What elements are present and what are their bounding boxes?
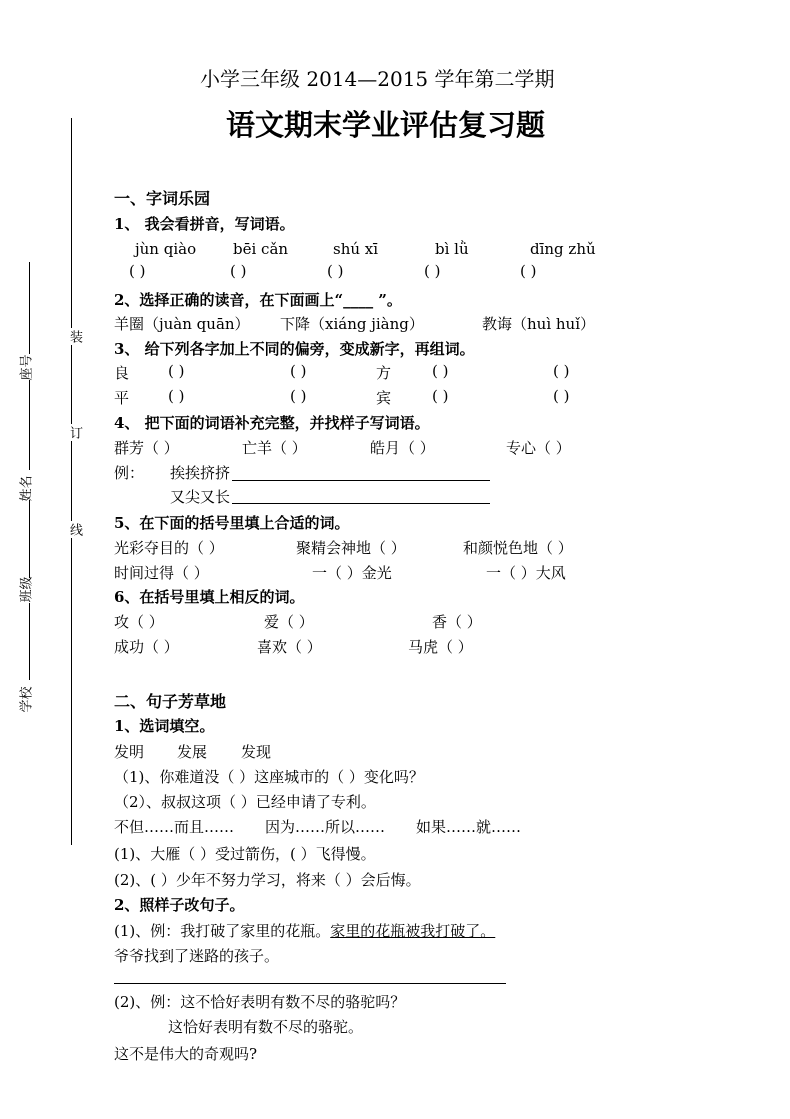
q6-row2-item-2[interactable]: 喜欢（ ） xyxy=(257,638,322,656)
q6-title: 6、在括号里填上相反的词。 xyxy=(114,588,305,606)
sec2-q1-title: 1、选词填空。 xyxy=(114,717,215,735)
pinyin-blank-3[interactable]: ( ) xyxy=(327,262,344,280)
word-faming: 发明 xyxy=(114,743,145,761)
q6-row2-item-3[interactable]: 马虎（ ） xyxy=(408,638,473,656)
q4-example-2: 又尖又长 xyxy=(170,488,231,506)
class-field-line xyxy=(29,500,30,578)
q4-item-4[interactable]: 专心（ ） xyxy=(506,439,571,457)
pinyin-2: bēi cǎn xyxy=(233,240,289,258)
q4-example-1: 挨挨挤挤 xyxy=(170,464,231,482)
pinyin-5: dīng zhǔ xyxy=(530,240,596,258)
q4-item-1[interactable]: 群芳（ ） xyxy=(114,439,179,457)
q3-blank[interactable]: ( ) xyxy=(553,362,570,380)
q3-char-fang: 方 xyxy=(376,364,392,382)
rewrite-example-2: (2)、例：这不恰好表明有数不尽的骆驼吗？ xyxy=(114,993,406,1011)
margin-zhuang: 装 xyxy=(67,330,82,343)
q5-row2-item-2[interactable]: 一（ ）金光 xyxy=(312,564,392,582)
q4-example-label: 例： xyxy=(114,464,145,482)
q5-row2-item-1[interactable]: 时间过得（ ） xyxy=(114,564,209,582)
sec2-q2-title: 2、照样子改句子。 xyxy=(114,896,245,914)
sec1-title: 一、字词乐园 xyxy=(114,189,211,208)
margin-xian: 线 xyxy=(67,523,82,536)
q3-blank[interactable]: ( ) xyxy=(553,387,570,405)
q5-title: 5、在下面的括号里填上合适的词。 xyxy=(114,514,350,532)
q3-blank[interactable]: ( ) xyxy=(290,387,307,405)
rewrite-task-2: 这不是伟大的奇观吗? xyxy=(114,1045,258,1063)
seat-field-line xyxy=(29,262,30,354)
margin-zuohao: 座号 xyxy=(19,354,35,381)
rewrite-example-2-answer: 这恰好表明有数不尽的骆驼。 xyxy=(168,1018,364,1036)
pinyin-4: bì lǜ xyxy=(435,240,469,258)
q6-row2-item-1[interactable]: 成功（ ） xyxy=(114,638,179,656)
word-budan: 不但……而且…… xyxy=(114,818,235,836)
rewrite-answer-line-1[interactable] xyxy=(114,983,506,984)
q4-answer-line-2[interactable] xyxy=(232,503,490,504)
q3-char-ping: 平 xyxy=(114,389,130,407)
q1-title: 1、 我会看拼音，写词语。 xyxy=(114,215,295,233)
word-ruguo: 如果……就…… xyxy=(416,818,522,836)
q3-blank[interactable]: ( ) xyxy=(432,362,449,380)
pinyin-1: jùn qiào xyxy=(135,240,197,258)
rewrite-task-1: 爷爷找到了迷路的孩子。 xyxy=(114,947,280,965)
header-line1: 小学三年级 2014—2015 学年第二学期 xyxy=(200,67,555,91)
q5-row1-item-1[interactable]: 光彩夺目的（ ） xyxy=(114,539,224,557)
binding-line xyxy=(71,118,72,845)
sentence-3[interactable]: (1)、大雁（ ）受过箭伤，( ）飞得慢。 xyxy=(114,845,376,863)
sentence-1[interactable]: （1)、你难道没（ ）这座城市的（ ）变化吗？ xyxy=(114,768,424,786)
rewrite-example-1-answer: 家里的花瓶被我打破了。 xyxy=(330,922,496,940)
q2-item-3: 教诲（huì huǐ） xyxy=(482,315,596,333)
pinyin-3: shú xī xyxy=(333,240,379,258)
rewrite-example-1 xyxy=(114,920,495,941)
q2-item-2: 下降（xiáng jiàng） xyxy=(280,315,424,333)
q5-row1-item-3[interactable]: 和颜悦色地（ ） xyxy=(463,539,573,557)
word-fazhan: 发展 xyxy=(177,743,208,761)
q3-title: 3、 给下列各字加上不同的偏旁，变成新字，再组词。 xyxy=(114,340,475,358)
pinyin-blank-1[interactable]: ( ) xyxy=(129,262,146,280)
q4-item-3[interactable]: 皓月（ ） xyxy=(370,439,435,457)
page-title: 语文期末学业评估复习题 xyxy=(226,108,546,142)
pinyin-blank-2[interactable]: ( ) xyxy=(230,262,247,280)
sec2-title: 二、句子芳草地 xyxy=(114,692,227,711)
q2-item-1: 羊圈（juàn quān） xyxy=(114,315,250,333)
q4-title: 4、 把下面的词语补充完整，并找样子写词语。 xyxy=(114,414,430,432)
name-field-line xyxy=(29,380,30,470)
margin-xuexiao: 学校 xyxy=(19,686,35,713)
margin-xingming: 姓名 xyxy=(19,475,35,502)
q3-blank[interactable]: ( ) xyxy=(432,387,449,405)
q3-char-bin: 宾 xyxy=(376,389,392,407)
pinyin-blank-5[interactable]: ( ) xyxy=(520,262,537,280)
sentence-2[interactable]: （2）、叔叔这项（ ）已经申请了专利。 xyxy=(114,793,376,811)
margin-banji: 班级 xyxy=(19,576,35,603)
q5-row1-item-2[interactable]: 聚精会神地（ ） xyxy=(296,539,406,557)
q6-row1-item-1[interactable]: 攻（ ） xyxy=(114,613,164,631)
q3-char-liang: 良 xyxy=(114,364,130,382)
sentence-4[interactable]: (2)、( ）少年不努力学习，将来（ ）会后悔。 xyxy=(114,871,421,889)
q2-title: 2、选择正确的读音，在下面画上“____ ”。 xyxy=(114,291,402,309)
q6-row1-item-2[interactable]: 爱（ ） xyxy=(264,613,314,631)
school-field-line xyxy=(29,603,30,680)
word-yinwei: 因为……所以…… xyxy=(265,818,386,836)
q3-blank[interactable]: ( ) xyxy=(290,362,307,380)
word-faxian: 发现 xyxy=(241,743,272,761)
q3-blank[interactable]: ( ) xyxy=(168,362,185,380)
q4-item-2[interactable]: 亡羊（ ） xyxy=(242,439,307,457)
q4-answer-line-1[interactable] xyxy=(232,480,490,481)
rewrite-example-1-prefix: (1)、例：我打破了家里的花瓶。 xyxy=(114,922,331,940)
q3-blank[interactable]: ( ) xyxy=(168,387,185,405)
margin-ding: 订 xyxy=(67,426,82,439)
q6-row1-item-3[interactable]: 香（ ） xyxy=(432,613,482,631)
q5-row2-item-3[interactable]: 一（ ）大风 xyxy=(486,564,566,582)
pinyin-blank-4[interactable]: ( ) xyxy=(424,262,441,280)
